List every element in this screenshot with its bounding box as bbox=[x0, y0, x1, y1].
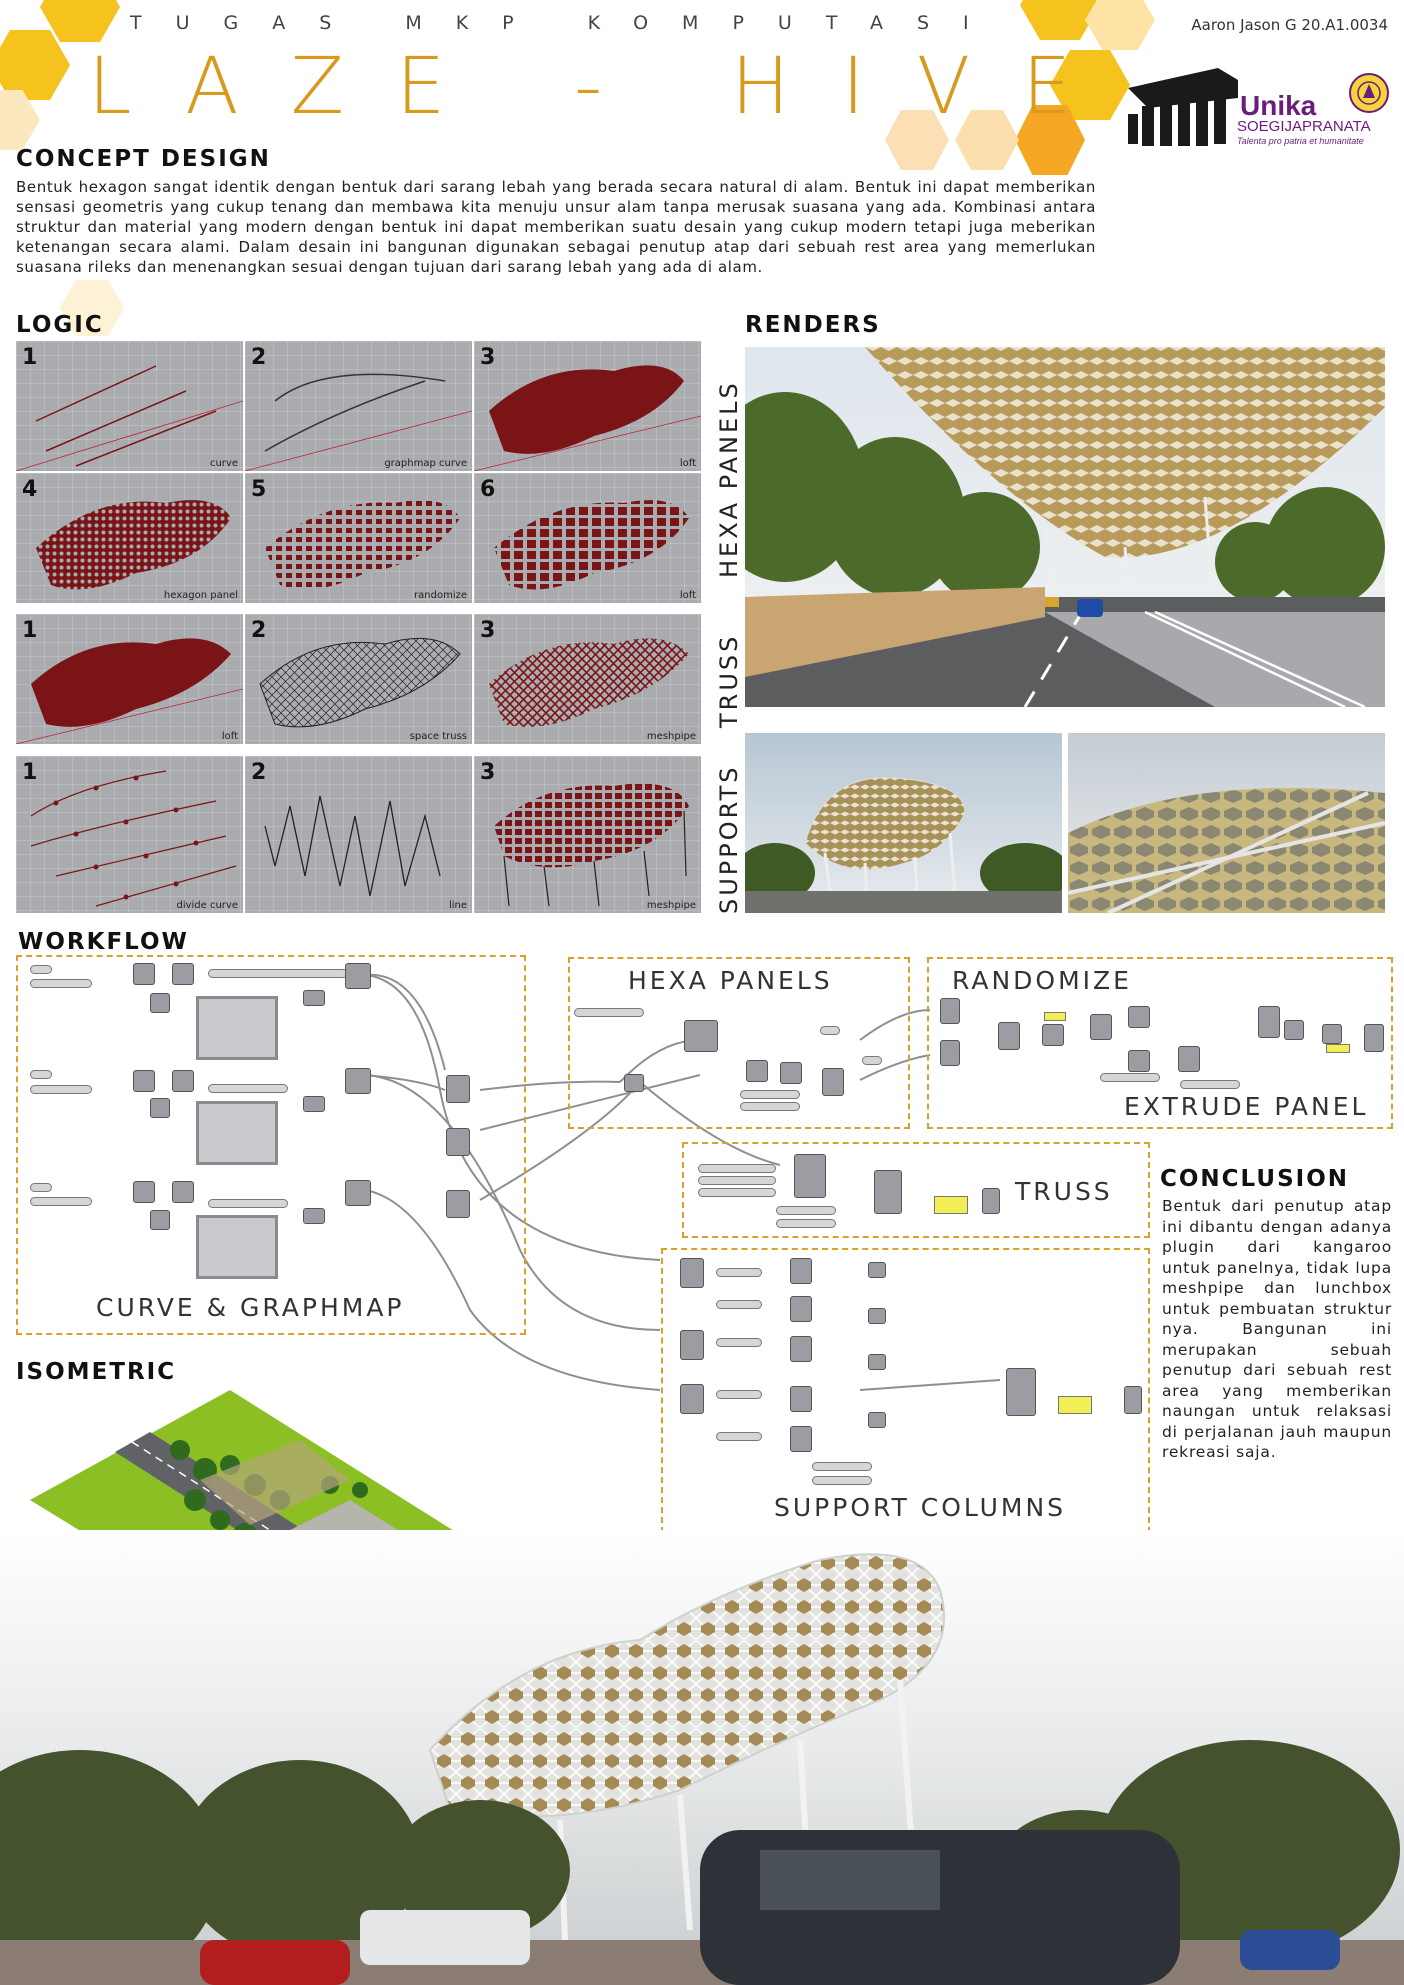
canopy-detail-image bbox=[1068, 733, 1385, 913]
poster-title: LAZE - HIVE bbox=[88, 42, 1124, 132]
renders-heading: RENDERS bbox=[745, 312, 881, 338]
workflow-label-truss: TRUSS bbox=[1015, 1177, 1113, 1206]
step-number: 3 bbox=[480, 618, 496, 643]
logic-step-truss-2 bbox=[245, 614, 472, 744]
step-number: 3 bbox=[480, 345, 496, 370]
logo-tagline: Talenta pro patria et humanitate bbox=[1237, 136, 1364, 146]
logic-step-hexa-5 bbox=[245, 473, 472, 603]
logic-step-supports-3 bbox=[474, 756, 701, 913]
hero-render bbox=[0, 1530, 1404, 1985]
step-caption: space truss bbox=[409, 731, 467, 742]
curve-preview bbox=[16, 341, 243, 471]
workflow-label-curve-graphmap: CURVE & GRAPHMAP bbox=[96, 1293, 405, 1322]
step-number: 6 bbox=[480, 477, 496, 502]
step-caption: curve bbox=[209, 458, 238, 469]
graphmap-widget[interactable] bbox=[196, 1101, 278, 1165]
logic-step-hexa-6 bbox=[474, 473, 701, 603]
step-caption: meshpipe bbox=[646, 731, 696, 742]
step-caption: line bbox=[448, 900, 467, 911]
step-number: 3 bbox=[480, 760, 496, 785]
poster-subtitle: TUGAS MKP KOMPUTASI bbox=[130, 12, 1003, 34]
render-label-hexa-panels: HEXA PANELS bbox=[715, 380, 743, 578]
step-number: 2 bbox=[251, 618, 267, 643]
loft-panel-preview bbox=[474, 473, 701, 603]
render-canopy-detail bbox=[1068, 733, 1385, 913]
seal-icon bbox=[1348, 72, 1390, 114]
workflow-heading: WORKFLOW bbox=[18, 929, 189, 955]
author-name: Aaron Jason G 20.A1.0034 bbox=[1191, 16, 1388, 34]
step-number: 1 bbox=[22, 760, 38, 785]
logic-step-hexa-4 bbox=[16, 473, 243, 603]
logo-wordmark: Unika bbox=[1240, 90, 1317, 121]
hexagon-panel-preview bbox=[16, 473, 243, 603]
loft-preview bbox=[474, 341, 701, 471]
render-label-supports: SUPPORTS bbox=[715, 764, 743, 914]
truss-loft-preview bbox=[16, 614, 243, 744]
workflow-label-hexa-panels: HEXA PANELS bbox=[628, 966, 833, 995]
logic-step-truss-3 bbox=[474, 614, 701, 744]
support-meshpipe-preview bbox=[474, 756, 701, 913]
line-preview bbox=[245, 756, 472, 913]
step-caption: loft bbox=[221, 731, 238, 742]
conclusion-text: Bentuk dari penutup atap ini dibantu dengan adanya plugin dari kangaroo untuk panelnya, tidak lupa meshpipe dan lunchbox untuk pembuatan struktur nya. Bangunan ini merupakan sebuah penutup dari sebuah rest area yang memberikan naungan untuk relaksasi di perjalanan jauh maupun rekreasi saja. bbox=[1162, 1197, 1392, 1461]
step-caption: graphmap curve bbox=[384, 458, 467, 469]
graphmap-widget[interactable] bbox=[196, 996, 278, 1060]
road-render-image bbox=[745, 347, 1385, 707]
step-number: 1 bbox=[22, 345, 38, 370]
step-caption: randomize bbox=[414, 590, 467, 601]
logic-step-truss-1 bbox=[16, 614, 243, 744]
step-number: 5 bbox=[251, 477, 267, 502]
step-caption: loft bbox=[679, 458, 696, 469]
logic-step-hexa-1 bbox=[16, 341, 243, 471]
step-caption: divide curve bbox=[176, 900, 238, 911]
workflow-label-randomize: RANDOMIZE bbox=[952, 966, 1132, 995]
step-number: 1 bbox=[22, 618, 38, 643]
divide-curve-preview bbox=[16, 756, 243, 913]
graphmap-curve-preview bbox=[245, 341, 472, 471]
step-number: 2 bbox=[251, 345, 267, 370]
logo-building-icon bbox=[1128, 68, 1238, 152]
render-structure-view bbox=[745, 733, 1062, 913]
structure-render-image bbox=[745, 733, 1062, 913]
logic-step-hexa-2 bbox=[245, 341, 472, 471]
logic-heading: LOGIC bbox=[16, 312, 104, 338]
logic-step-hexa-3 bbox=[474, 341, 701, 471]
graphmap-widget[interactable] bbox=[196, 1215, 278, 1279]
concept-heading: CONCEPT DESIGN bbox=[16, 146, 271, 172]
step-caption: meshpipe bbox=[646, 900, 696, 911]
step-number: 4 bbox=[22, 477, 38, 502]
logic-step-supports-2 bbox=[245, 756, 472, 913]
workflow-label-support-columns: SUPPORT COLUMNS bbox=[774, 1493, 1067, 1522]
isometric-heading: ISOMETRIC bbox=[16, 1359, 177, 1385]
logo-institution: SOEGIJAPRANATA bbox=[1237, 118, 1371, 135]
step-number: 2 bbox=[251, 760, 267, 785]
logic-step-supports-1 bbox=[16, 756, 243, 913]
step-caption: loft bbox=[679, 590, 696, 601]
randomize-preview bbox=[245, 473, 472, 603]
space-truss-preview bbox=[245, 614, 472, 744]
concept-text: Bentuk hexagon sangat identik dengan bentuk dari sarang lebah yang berada secara natural di alam. Bentuk ini dapat memberikan sensasi geometris yang cukup tenang dan membawa kita menuju unsur alam tanpa merusak suasana yang ada. Kombinasi antara struktur dan material yang modern dengan bentuk ini dapat memberikan suatu desain yang cukup modern tetapi juga meberikan ketenangan secara alami. Dalam desain ini bangunan digunakan sebagai penutup atap dari sebuah rest area yang memerlukan suasana rileks dan menenangkan sesuai dengan tujuan dari sarang lebah yang ada di alam. bbox=[16, 178, 1096, 276]
workflow-label-extrude-panel: EXTRUDE PANEL bbox=[1124, 1092, 1369, 1121]
meshpipe-preview bbox=[474, 614, 701, 744]
step-caption: hexagon panel bbox=[163, 590, 238, 601]
conclusion-heading: CONCLUSION bbox=[1160, 1166, 1349, 1192]
render-road-view bbox=[745, 347, 1385, 707]
render-label-truss: TRUSS bbox=[715, 633, 743, 728]
